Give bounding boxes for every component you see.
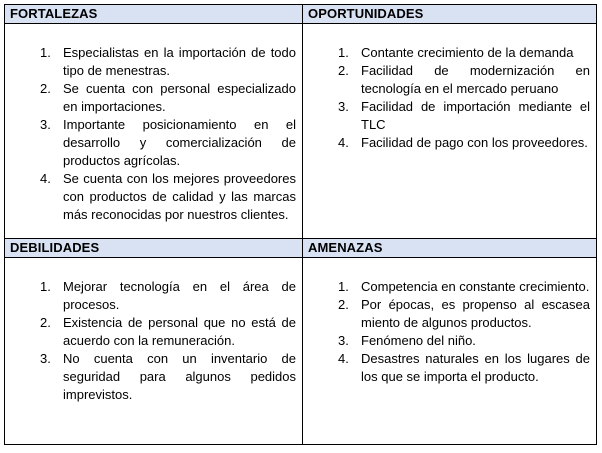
fortalezas-cell [5,24,303,238]
header-row-top [5,5,597,24]
item-text: Facilidad de pago con los proveedores. [361,135,588,151]
item-number: 1. [40,45,51,61]
content-row-top [5,24,597,238]
item-number: 1. [338,45,349,61]
item-number: 2. [338,296,349,312]
amenazas-cell [303,257,597,444]
list-item [5,278,296,314]
item-number: 3. [40,117,51,133]
item-number: 2. [338,63,349,79]
item-number: 2. [40,81,51,97]
item-number: 3. [338,99,349,115]
item-text: Existencia de personal que no está de acuerdo con la remuneración. [63,314,296,348]
debilidades-cell [5,257,303,444]
item-text: Competencia en constante crecimiento. [361,278,590,294]
amenazas-list [303,278,590,386]
item-text: Fenómeno del niño. [361,332,476,348]
item-text: Se cuenta con los mejores proveedores con productos de calidad y las marcas más reconocidas por nuestros clientes. [63,171,296,223]
item-text: Importante posicionamiento en el desarrollo y comercialización de productos agrícolas. [63,117,296,169]
amenazas-header: AMENAZAS [303,238,597,257]
swot-table [4,4,597,445]
fortalezas-header: FORTALEZAS [5,5,303,24]
item-number: 3. [40,350,51,366]
item-text: Especialistas en la importación de todo tipo de menestras. [63,45,296,79]
item-text: Contante crecimiento de la demanda [361,45,574,61]
item-number: 4. [338,350,349,366]
debilidades-header: DEBILIDADES [5,238,303,257]
item-text: No cuenta con un inventario de seguridad para algunos pedidos imprevistos. [63,350,296,402]
list-item [5,116,296,170]
debilidades-list [5,278,296,404]
item-text: Mejorar tecnología en el área de procesos. [63,278,296,312]
list-item [303,134,590,152]
oportunidades-header: OPORTUNIDADES [303,5,597,24]
list-item [5,80,296,116]
list-item [303,62,590,98]
item-number: 1. [40,278,51,294]
oportunidades-cell [303,24,597,238]
item-number: 3. [338,332,349,348]
fortalezas-list [5,44,296,224]
header-row-bottom [5,238,597,257]
list-item [5,44,296,80]
item-text: Por épocas, es propenso al escasea miento de algunos productos. [361,296,590,330]
item-number: 4. [338,135,349,151]
content-row-bottom [5,257,597,444]
item-text: Se cuenta con personal especializado en importaciones. [63,81,296,115]
item-text: Facilidad de modernización en tecnología en el mercado peruano [361,63,590,97]
list-item [5,170,296,224]
item-text: Facilidad de importación mediante el TLC [361,99,590,133]
list-item [5,314,296,350]
item-number: 1. [338,278,349,294]
list-item [303,278,590,296]
list-item [303,332,590,350]
list-item [303,296,590,332]
list-item [303,350,590,386]
list-item [303,98,590,134]
oportunidades-list [303,44,590,152]
item-number: 4. [40,171,51,187]
list-item [303,44,590,62]
item-text: Desastres naturales en los lugares de los que se importa el producto. [361,350,590,384]
item-number: 2. [40,314,51,330]
list-item [5,350,296,404]
